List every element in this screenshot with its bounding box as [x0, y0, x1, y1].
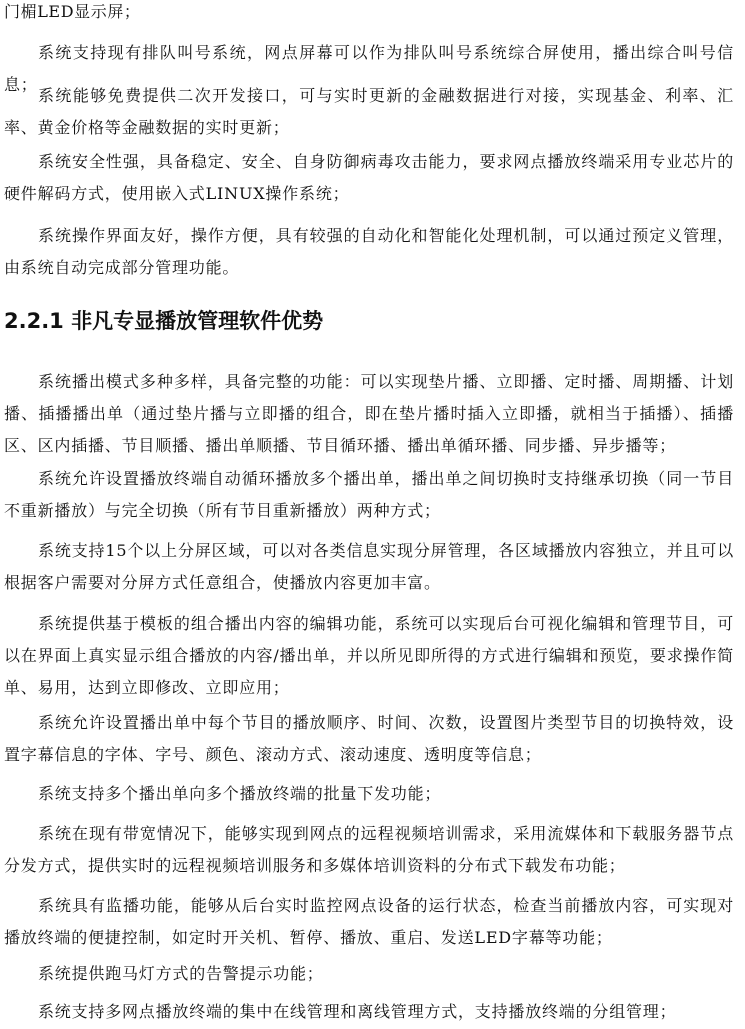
paragraph-program-settings: 系统允许设置播出单中每个节目的播放顺序、时间、次数，设置图片类型节目的切换特效，设置字幕信息的字体、字号、颜色、滚动方式、滚动速度、透明度等信息； [4, 713, 734, 764]
paragraph-batch-delivery: 系统支持多个播出单向多个播放终端的批量下发功能； [38, 784, 442, 803]
paragraph-monitoring: 系统具有监播功能，能够从后台实时监控网点设备的运行状态，检查当前播放内容，可实现对播放终端的便捷控制，如定时开关机、暂停、播放、重启、发送LED字幕等功能； [4, 896, 734, 947]
paragraph-template-editing: 系统提供基于模板的组合播出内容的编辑功能，系统可以实现后台可视化编辑和管理节目，可以在界面上真实显示组合播放的内容/播出单，并以所见即所得的方式进行编辑和预览，要求操作简单、易用，达到立即修改、立即应用； [4, 614, 734, 697]
paragraph-play-modes: 系统播出模式多种多样，具备完整的功能：可以实现垫片播、立即播、定时播、周期播、计划播、插播播出单（通过垫片播与立即播的组合，即在垫片播时插入立即播，就相当于插播）、插播区、区内插播、节目顺播、播出单顺播、节目循环播、播出单循环播、同步播、异步播等； [4, 372, 734, 455]
paragraph-security: 系统安全性强，具备稳定、安全、自身防御病毒攻击能力，要求网点播放终端采用专业芯片的硬件解码方式，使用嵌入式LINUX操作系统； [4, 152, 734, 203]
paragraph-queue-system: 系统支持现有排队叫号系统，网点屏幕可以作为排队叫号系统综合屏使用，播出综合叫号信息； [4, 43, 734, 94]
paragraph-terminal-management: 系统支持多网点播放终端的集中在线管理和离线管理方式，支持播放终端的分组管理； [38, 1002, 677, 1021]
paragraph-operation-ui: 系统操作界面友好，操作方便，具有较强的自动化和智能化处理机制，可以通过预定义管理，由系统自动完成部分管理功能。 [4, 226, 734, 277]
paragraph-split-screen: 系统支持15个以上分屏区域，可以对各类信息实现分屏管理，各区域播放内容独立，并且可以根据客户需要对分屏方式任意组合，使播放内容更加丰富。 [4, 541, 734, 592]
paragraph-loop-playlists: 系统允许设置播放终端自动循环播放多个播出单，播出单之间切换时支持继承切换（同一节目不重新播放）与完全切换（所有节目重新播放）两种方式； [4, 469, 734, 520]
section-heading: 2.2.1 非凡专显播放管理软件优势 [4, 309, 324, 333]
lead-line: 门楣LED显示屏； [4, 2, 141, 21]
paragraph-remote-training: 系统在现有带宽情况下，能够实现到网点的远程视频培训需求，采用流媒体和下载服务器节点分发方式，提供实时的远程视频培训服务和多媒体培训资料的分布式下载发布功能； [4, 824, 734, 875]
paragraph-marquee-alerts: 系统提供跑马灯方式的告警提示功能； [38, 964, 324, 983]
paragraph-secondary-dev-interface: 系统能够免费提供二次开发接口，可与实时更新的金融数据进行对接，实现基金、利率、汇率、黄金价格等金融数据的实时更新； [4, 86, 734, 137]
